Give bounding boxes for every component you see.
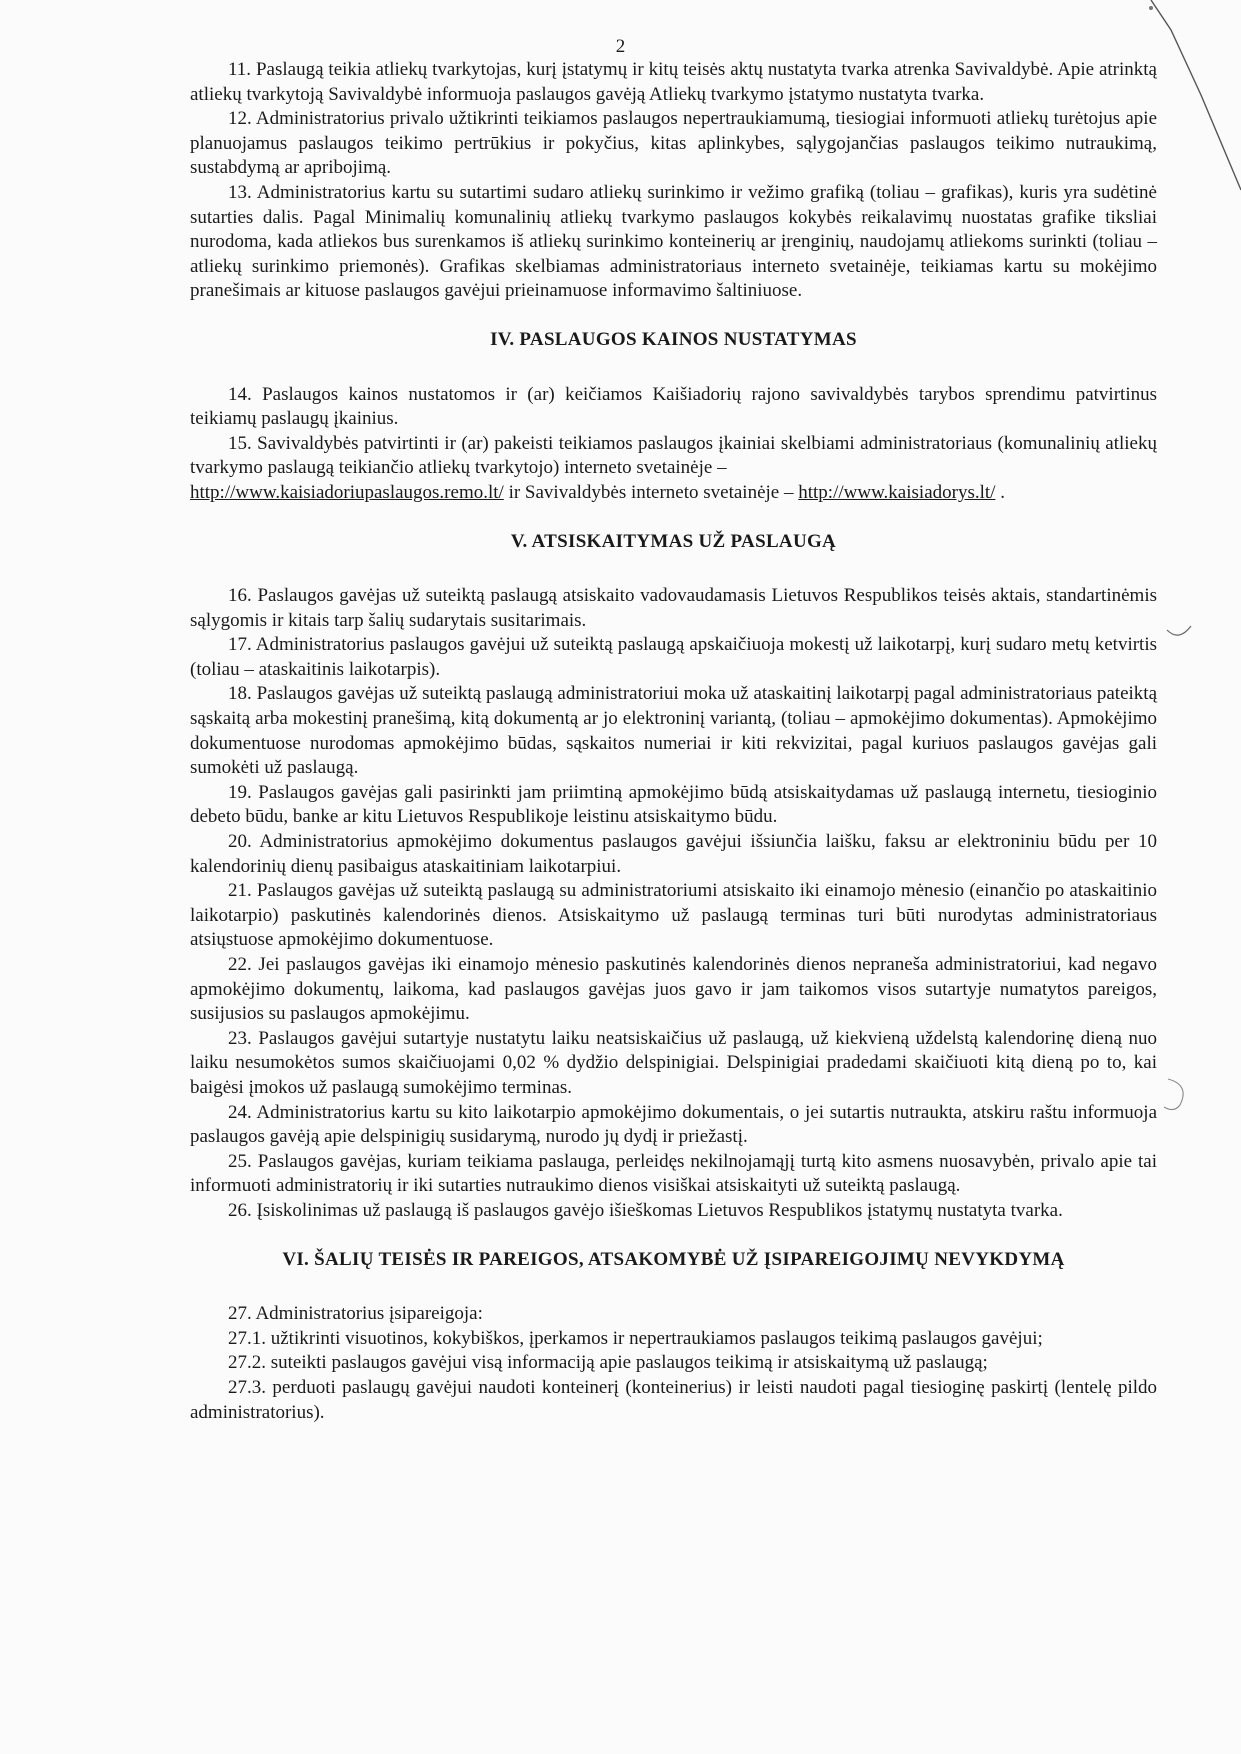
- section-6-heading: VI. ŠALIŲ TEISĖS IR PAREIGOS, ATSAKOMYBĖ UŽ ĮSIPAREIGOJIMŲ NEVYKDYMĄ: [282, 1248, 1065, 1270]
- section-4-heading: IV. PASLAUGOS KAINOS NUSTATYMAS: [490, 328, 857, 350]
- paragraph-27-1: 27.1. užtikrinti visuotinos, kokybiškos, įperkamos ir nepertraukiamos paslaugos teikimą paslaugos gavėjui;: [228, 1327, 1043, 1349]
- paragraph-15-mid: ir Savivaldybės interneto svetainėje –: [503, 481, 799, 503]
- scan-mark: [1160, 1075, 1195, 1115]
- paragraph-25: 25. Paslaugos gavėjas, kuriam teikiama paslauga, perleidęs nekilnojamąjį turtą kito asmens nuosavybėn, privalo apie tai informuoti administratorių ir iki sutarties nutraukimo dienos visiškai atsiskaityti už suteiktą paslaugą.: [190, 1150, 1157, 1197]
- paragraph-21: 21. Paslaugos gavėjas už suteiktą paslaugą su administratoriumi atsiskaito iki einamojo mėnesio (einančio po ataskaitinio laikotarpio) paskutinės kalendorinės dienos. Atsiskaitymo už paslaugą terminas turi būti nurodytas administratoriaus atsiųstuose apmokėjimo dokumentuose.: [190, 880, 1157, 951]
- paragraph-13: 13. Administratorius kartu su sutartimi sudaro atliekų surinkimo ir vežimo grafiką (toliau – grafikas), kuris yra sudėtinė sutarties dalis. Pagal Minimalių komunalinių atliekų tvarkymo paslaugos kokybės reikalavimų nuostatas grafike tiksliai nurodoma, kada atliekos bus surenkamos iš atliekų surinkimo konteinerių ar įrenginių, naudojamų atliekoms surinkti (toliau – atliekų surinkimo priemonės). Grafikas skelbiamas administratoriaus interneto svetainėje, teikiamas kartu su mokėjimo pranešimais ar kituose paslaugos gavėjui prieinamuose informavimo šaltiniuose.: [190, 181, 1157, 302]
- paragraph-17: 17. Administratorius paslaugos gavėjui už suteiktą paslaugą apskaičiuoja mokestį už laikotarpį, kurį sudaro metų ketvirtis (toliau – ataskaitinis laikotarpis).: [190, 634, 1157, 680]
- scan-mark: [1165, 620, 1195, 650]
- paragraph-20: 20. Administratorius apmokėjimo dokumentus paslaugos gavėjui išsiunčia laišku, faksu ar elektroniniu būdu per 10 kalendorinių dienų pasibaigus ataskaitiniam laikotarpiui.: [190, 831, 1157, 877]
- paragraph-22: 22. Jei paslaugos gavėjas iki einamojo mėnesio paskutinės kalendorinės dienos nepraneša administratoriui, kad negavo apmokėjimo dokumentų, laikoma, kad paslaugos gavėjas juos gavo ir jam taikomos visos sutartyje numatytos pareigos, susijusios su paslaugos apmokėjimu.: [190, 954, 1157, 1025]
- document-body: [190, 58, 1157, 1425]
- paragraph-16: 16. Paslaugos gavėjas už suteiktą paslaugą atsiskaito vadovaudamasis Lietuvos Respublikos teisės aktais, standartinėmis sąlygomis ir kitais tarp šalių sudarytais susitarimais.: [190, 585, 1157, 631]
- paragraph-24: 24. Administratorius kartu su kito laikotarpio apmokėjimo dokumentais, o jei sutartis nutraukta, atskiru raštu informuoja paslaugos gavėją apie delspinigių susidarymą, nurodo jų dydį ir priežastį.: [190, 1101, 1157, 1148]
- paragraph-15-end: .: [995, 481, 1005, 503]
- link-kaisiadorys[interactable]: http://www.kaisiadorys.lt/: [798, 481, 996, 503]
- paragraph-11: 11. Paslaugą teikia atliekų tvarkytojas, kurį įstatymų ir kitų teisės aktų nustatyta tvarka atrenka Savivaldybė. Apie atrinktą atliekų tvarkytoją Savivaldybė informuoja paslaugos gavėją Atliekų tvarkymo įstatymo nustatyta tvarka.: [190, 59, 1157, 105]
- paragraph-27-3: 27.3. perduoti paslaugų gavėjui naudoti konteinerį (konteinerius) ir leisti naudoti pagal tiesioginę paskirtį (lentelę pildo administratorius).: [190, 1376, 1157, 1423]
- paragraph-15-text: 15. Savivaldybės patvirtinti ir (ar) pakeisti teikiamos paslaugos įkainiai skelbiami administratoriaus (komunalinių atliekų tvarkymo paslaugą teikiančio atliekų tvarkytojo) interneto svetainėje –: [190, 432, 1157, 479]
- link-kaisiadoriupaslaugos[interactable]: http://www.kaisiadoriupaslaugos.remo.lt/: [190, 481, 504, 503]
- paragraph-18: 18. Paslaugos gavėjas už suteiktą paslaugą administratoriui moka už ataskaitinį laikotarpį pagal administratoriaus pateiktą sąskaitą arba mokestinį pranešimą, kitą dokumentą ar jo elektroninį variantą, (toliau – apmokėjimo dokumentas). Apmokėjimo dokumentuose nurodomas apmokėjimo būdas, sąskaitos numeriai ir kiti rekvizitai, pagal kuriuos paslaugos gavėjas gali sumokėti už paslaugą.: [190, 683, 1157, 779]
- paragraph-27: 27. Administratorius įsipareigoja:: [228, 1303, 483, 1325]
- paragraph-12: 12. Administratorius privalo užtikrinti teikiamos paslaugos nepertraukiamumą, tiesiogiai informuoti atliekų turėtojus apie planuojamus paslaugos teikimo pertrūkius ir pokyčius, kitas aplinkybes, sąlygojančias paslaugos teikimo nutraukimą, sustabdymą ar apribojimą.: [190, 108, 1157, 179]
- paragraph-14: 14. Paslaugos kainos nustatomos ir (ar) keičiamos Kaišiadorių rajono savivaldybės tarybos sprendimu patvirtinus teikiamų paslaugų įkainius.: [190, 383, 1157, 430]
- section-5-heading: V. ATSISKAITYMAS UŽ PASLAUGĄ: [510, 530, 837, 552]
- page-number: 2: [615, 36, 626, 57]
- paragraph-26: 26. Įsiskolinimas už paslaugą iš paslaugos gavėjo išieškomas Lietuvos Respublikos įstatymų nustatyta tvarka.: [228, 1199, 1063, 1221]
- paragraph-27-2: 27.2. suteikti paslaugos gavėjui visą informaciją apie paslaugos teikimą ir atsiskaitymą už paslaugą;: [228, 1352, 988, 1374]
- paragraph-19: 19. Paslaugos gavėjas gali pasirinkti jam priimtiną apmokėjimo būdą atsiskaitydamas už paslaugą internetu, tiesioginio debeto būdu, banke ar kitu Lietuvos Respublikoje leistinu atsiskaitymo būdu.: [190, 781, 1157, 828]
- paragraph-15: [190, 432, 1157, 506]
- paragraph-23: 23. Paslaugos gavėjui sutartyje nustatytu laiku neatsiskaičius už paslaugą, už kiekvieną uždelstą kalendorinę dieną nuo laiku nesumokėtos sumos skaičiuojami 0,02 % dydžio delspinigiai. Delspinigiai pradedami skaičiuoti kitą dieną po to, kai baigėsi įmokos už paslaugą sumokėjimo terminas.: [190, 1027, 1157, 1098]
